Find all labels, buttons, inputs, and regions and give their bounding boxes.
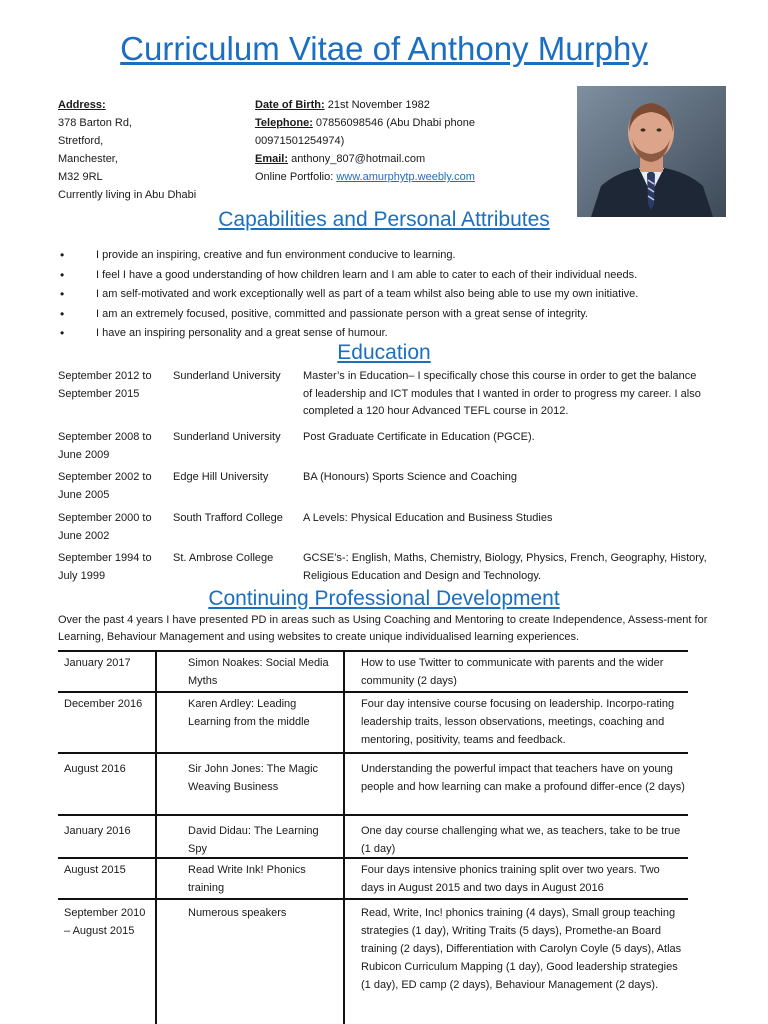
table-column-divider [155, 753, 157, 814]
capabilities-list [58, 246, 718, 344]
list-item: • I am self-motivated and work exceptionally well as part of a team whilst also being able to use my own initiative. [58, 285, 718, 305]
cpd-date: August 2015 [64, 864, 126, 876]
portfolio-label: Online Portfolio: [255, 171, 337, 183]
education-institution: South Trafford College [173, 512, 283, 524]
cpd-speaker: Read Write Ink! Phonics training [188, 864, 306, 894]
cpd-date: December 2016 [64, 698, 143, 710]
education-description: Master’s in Education– I specifically chose this course in order to get the balance of leadership and ICT modules that I wanted in order to progress my career. I also completed a 120 hour Advanced TEFL course in 2012. [303, 370, 701, 417]
cpd-heading: Continuing Professional Development [208, 587, 560, 610]
table-column-divider [343, 692, 345, 752]
education-description: A Levels: Physical Education and Business Studies [303, 512, 553, 524]
education-description: Post Graduate Certificate in Education (PGCE). [303, 431, 535, 443]
table-divider [58, 691, 688, 693]
cpd-date: January 2017 [64, 657, 131, 669]
profile-photo-illustration [577, 86, 726, 217]
email-label: Email: [255, 153, 289, 165]
cpd-description: How to use Twitter to communicate with parents and the wider community (2 days) [361, 657, 664, 687]
list-item: • I am an extremely focused, positive, committed and passionate person with a great sense of integrity. [58, 305, 718, 325]
cpd-speaker: Numerous speakers [188, 907, 287, 919]
education-date: September 2000 to June 2002 [58, 512, 152, 542]
education-institution: Sunderland University [173, 431, 281, 443]
table-divider [58, 814, 688, 816]
cpd-date: January 2016 [64, 825, 131, 837]
cpd-description: One day course challenging what we, as teachers, take to be true (1 day) [361, 825, 681, 855]
education-institution: St. Ambrose College [173, 552, 274, 564]
address-line: M32 9RL [58, 171, 103, 183]
cpd-date: September 2010 – August 2015 [64, 907, 146, 937]
address-line: Currently living in Abu Dhabi [58, 189, 197, 201]
dob-value: 21st November 1982 [324, 99, 430, 111]
address-label: Address: [58, 99, 106, 111]
table-column-divider [155, 815, 157, 857]
table-column-divider [343, 858, 345, 898]
education-description: GCSE’s-: English, Maths, Chemistry, Biology, Physics, French, Geography, History, Religious Education and Design and Technology. [303, 552, 707, 582]
table-column-divider [155, 651, 157, 691]
table-column-divider [155, 692, 157, 752]
education-description: BA (Honours) Sports Science and Coaching [303, 471, 518, 483]
telephone-value: 07856098546 (Abu Dhabi phone [312, 117, 475, 129]
list-item: • I provide an inspiring, creative and fun environment conducive to learning. [58, 246, 718, 266]
cpd-description: Four day intensive course focusing on leadership. Incorpo-rating leadership traits, lesson observations, meetings, coaching and mentoring, positivity, teams and feedback. [361, 698, 675, 746]
capabilities-heading: Capabilities and Personal Attributes [218, 208, 550, 231]
cpd-description: Read, Write, Inc! phonics training (4 days), Small group teaching strategies (1 day), Writing Traits (5 days), Promethe-an Board training (2 days), Differentiation with Carolyn Coyle (5 days), Atlas Rubicon Curriculum Mapping (1 day), Good leadership strategies (1 day), ED camp (2 days), Behaviour Management (2 days). [361, 907, 682, 991]
telephone-label: Telephone: [255, 117, 313, 129]
education-institution: Sunderland University [173, 370, 281, 382]
page-title: Curriculum Vitae of Anthony Murphy [120, 30, 648, 67]
cpd-description: Four days intensive phonics training split over two years. Two days in August 2015 and two days in August 2016 [361, 864, 660, 894]
table-column-divider [343, 815, 345, 857]
table-column-divider [155, 899, 157, 1024]
cpd-speaker: Sir John Jones: The Magic Weaving Business [188, 763, 319, 793]
cpd-intro: Over the past 4 years I have presented PD in areas such as Using Coaching and Mentoring to create Independence, Assess-ment for Learning, Behaviour Management and using websites to create unique individualised learning experiences. [58, 614, 708, 643]
address-line: Manchester, [58, 153, 118, 165]
cpd-date: August 2016 [64, 763, 126, 775]
education-heading: Education [337, 341, 431, 364]
table-column-divider [343, 651, 345, 691]
cpd-speaker: David Didau: The Learning Spy [188, 825, 319, 855]
table-divider [58, 898, 688, 900]
table-divider [58, 752, 688, 754]
list-item: • I have an inspiring personality and a great sense of humour. [58, 324, 718, 344]
dob-label: Date of Birth: [255, 99, 325, 111]
address-line: Stretford, [58, 135, 104, 147]
table-column-divider [343, 899, 345, 1024]
contact-block [255, 96, 565, 186]
email-value: anthony_807@hotmail.com [288, 153, 426, 165]
cpd-description: Understanding the powerful impact that teachers have on young people and how learning can make a profound differ-ence (2 days) [361, 763, 685, 793]
portfolio-link[interactable]: www.amurphytp.weebly.com [336, 171, 475, 183]
portfolio-line [255, 168, 565, 186]
telephone-value-continued: 00971501254974) [255, 135, 345, 147]
education-institution: Edge Hill University [173, 471, 269, 483]
address-line: 378 Barton Rd, [58, 117, 132, 129]
list-item: • I feel I have a good understanding of how children learn and I am able to cater to each of their individual needs. [58, 266, 718, 286]
address-block [58, 96, 243, 204]
cpd-speaker: Karen Ardley: Leading Learning from the middle [188, 698, 310, 728]
education-date: September 2002 to June 2005 [58, 471, 152, 501]
dob-line [255, 96, 565, 114]
table-column-divider [155, 858, 157, 898]
education-date: September 1994 to July 1999 [58, 552, 152, 582]
cpd-speaker: Simon Noakes: Social Media Myths [188, 657, 329, 687]
profile-photo [577, 86, 726, 217]
education-date: September 2012 to September 2015 [58, 370, 152, 400]
telephone-line [255, 114, 565, 132]
education-date: September 2008 to June 2009 [58, 431, 152, 461]
email-line [255, 150, 565, 168]
table-column-divider [343, 753, 345, 814]
table-divider [58, 650, 688, 652]
